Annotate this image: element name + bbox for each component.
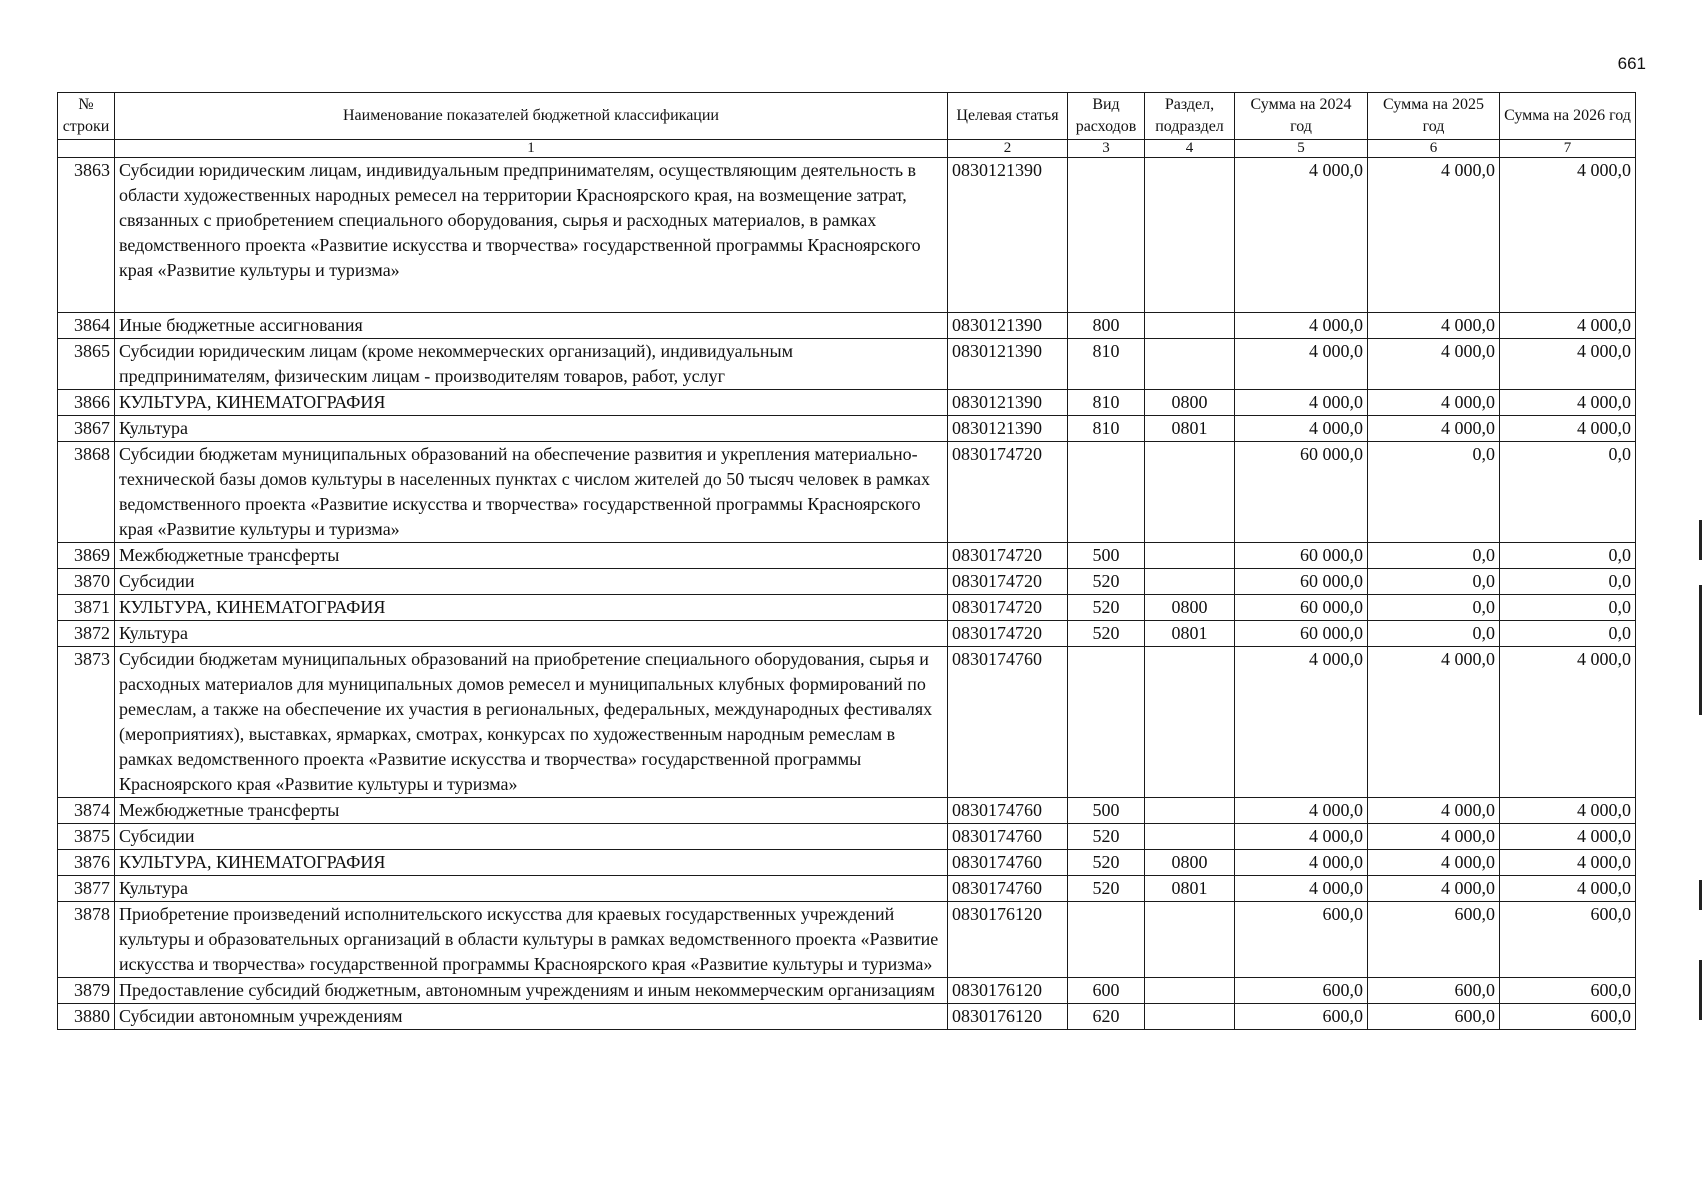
row-target: 0830121390 bbox=[948, 313, 1068, 339]
row-sum-2024: 600,0 bbox=[1235, 902, 1368, 978]
row-target: 0830174760 bbox=[948, 876, 1068, 902]
row-section bbox=[1145, 442, 1235, 543]
row-number: 3879 bbox=[58, 978, 115, 1004]
row-number: 3873 bbox=[58, 647, 115, 798]
row-target: 0830121390 bbox=[948, 158, 1068, 313]
row-name: Субсидии бюджетам муниципальных образований на приобретение специального оборудования, сырья и расходных материалов для муниципальных домов ремесел и муниципальных клубных формирований по ремеслам, а также на обеспечение их участия в региональных, федеральных, международных фестивалях (мероприятиях), выставках, ярмарках, смотрах, конкурсах по художественным народным ремеслам в рамках ведомственного проекта «Развитие искусства и творчества» государственной программы Красноярского края «Развитие культуры и туризма» bbox=[115, 647, 948, 798]
row-section: 0801 bbox=[1145, 876, 1235, 902]
row-sum-2026: 0,0 bbox=[1500, 442, 1636, 543]
row-section bbox=[1145, 1004, 1235, 1030]
row-sum-2024: 4 000,0 bbox=[1235, 798, 1368, 824]
header-row bbox=[58, 93, 1636, 140]
row-expense-type: 500 bbox=[1068, 798, 1145, 824]
column-number: 2 bbox=[948, 140, 1068, 158]
row-target: 0830121390 bbox=[948, 390, 1068, 416]
row-section: 0800 bbox=[1145, 850, 1235, 876]
row-expense-type: 500 bbox=[1068, 543, 1145, 569]
row-name: Предоставление субсидий бюджетным, автономным учреждениям и иным некоммерческим организациям bbox=[115, 978, 948, 1004]
row-sum-2024: 4 000,0 bbox=[1235, 339, 1368, 390]
header-sum-2024: Сумма на 2024 год bbox=[1235, 93, 1368, 140]
row-target: 0830174760 bbox=[948, 850, 1068, 876]
row-sum-2025: 0,0 bbox=[1368, 569, 1500, 595]
row-number: 3877 bbox=[58, 876, 115, 902]
row-sum-2024: 4 000,0 bbox=[1235, 313, 1368, 339]
row-sum-2026: 0,0 bbox=[1500, 595, 1636, 621]
row-section: 0800 bbox=[1145, 595, 1235, 621]
row-expense-type: 810 bbox=[1068, 390, 1145, 416]
row-expense-type: 520 bbox=[1068, 850, 1145, 876]
row-sum-2026: 600,0 bbox=[1500, 978, 1636, 1004]
row-section bbox=[1145, 158, 1235, 313]
row-target: 0830121390 bbox=[948, 339, 1068, 390]
row-target: 0830176120 bbox=[948, 1004, 1068, 1030]
column-number: 4 bbox=[1145, 140, 1235, 158]
row-name: Субсидии bbox=[115, 569, 948, 595]
row-expense-type bbox=[1068, 442, 1145, 543]
table-row bbox=[58, 876, 1636, 902]
row-target: 0830174720 bbox=[948, 442, 1068, 543]
row-target: 0830174720 bbox=[948, 543, 1068, 569]
row-number: 3868 bbox=[58, 442, 115, 543]
row-sum-2026: 4 000,0 bbox=[1500, 339, 1636, 390]
header-target: Целевая статья bbox=[948, 93, 1068, 140]
row-sum-2025: 4 000,0 bbox=[1368, 416, 1500, 442]
row-name: Субсидии юридическим лицам, индивидуальным предпринимателям, осуществляющим деятельность в области художественных народных ремесел на территории Красноярского края, на возмещение затрат, связанных с приобретением специального оборудования, сырья и расходных материалов, в рамках ведомственного проекта «Развитие искусства и творчества» государственной программы Красноярского края «Развитие культуры и туризма» bbox=[115, 158, 948, 313]
row-target: 0830174720 bbox=[948, 621, 1068, 647]
row-sum-2025: 4 000,0 bbox=[1368, 876, 1500, 902]
row-sum-2025: 600,0 bbox=[1368, 902, 1500, 978]
row-name: Межбюджетные трансферты bbox=[115, 798, 948, 824]
row-sum-2026: 4 000,0 bbox=[1500, 158, 1636, 313]
row-name: Межбюджетные трансферты bbox=[115, 543, 948, 569]
row-name: Культура bbox=[115, 621, 948, 647]
row-number: 3880 bbox=[58, 1004, 115, 1030]
column-number: 5 bbox=[1235, 140, 1368, 158]
table-row bbox=[58, 569, 1636, 595]
row-sum-2025: 600,0 bbox=[1368, 978, 1500, 1004]
row-expense-type: 600 bbox=[1068, 978, 1145, 1004]
row-sum-2025: 4 000,0 bbox=[1368, 313, 1500, 339]
row-sum-2024: 4 000,0 bbox=[1235, 158, 1368, 313]
row-section bbox=[1145, 978, 1235, 1004]
row-sum-2024: 4 000,0 bbox=[1235, 647, 1368, 798]
header-row-no: № строки bbox=[58, 93, 115, 140]
table-row bbox=[58, 442, 1636, 543]
table-row bbox=[58, 647, 1636, 798]
row-section bbox=[1145, 543, 1235, 569]
row-sum-2025: 4 000,0 bbox=[1368, 647, 1500, 798]
row-expense-type bbox=[1068, 158, 1145, 313]
row-section bbox=[1145, 313, 1235, 339]
row-name: Субсидии юридическим лицам (кроме некоммерческих организаций), индивидуальным предпринимателям, физическим лицам - производителям товаров, работ, услуг bbox=[115, 339, 948, 390]
row-number: 3869 bbox=[58, 543, 115, 569]
table-row bbox=[58, 158, 1636, 313]
row-expense-type: 810 bbox=[1068, 339, 1145, 390]
row-number: 3872 bbox=[58, 621, 115, 647]
row-expense-type: 810 bbox=[1068, 416, 1145, 442]
row-number: 3864 bbox=[58, 313, 115, 339]
row-section bbox=[1145, 339, 1235, 390]
row-number: 3866 bbox=[58, 390, 115, 416]
row-number: 3878 bbox=[58, 902, 115, 978]
row-sum-2024: 4 000,0 bbox=[1235, 390, 1368, 416]
table-row bbox=[58, 313, 1636, 339]
row-section bbox=[1145, 798, 1235, 824]
row-section: 0801 bbox=[1145, 416, 1235, 442]
row-sum-2024: 4 000,0 bbox=[1235, 416, 1368, 442]
table-row bbox=[58, 339, 1636, 390]
row-sum-2024: 4 000,0 bbox=[1235, 850, 1368, 876]
row-section bbox=[1145, 824, 1235, 850]
row-number: 3863 bbox=[58, 158, 115, 313]
column-number-row bbox=[58, 140, 1636, 158]
row-expense-type: 520 bbox=[1068, 595, 1145, 621]
column-number: 6 bbox=[1368, 140, 1500, 158]
row-sum-2026: 0,0 bbox=[1500, 543, 1636, 569]
header-expense-type: Вид расходов bbox=[1068, 93, 1145, 140]
row-sum-2025: 0,0 bbox=[1368, 621, 1500, 647]
row-sum-2026: 0,0 bbox=[1500, 569, 1636, 595]
row-sum-2025: 4 000,0 bbox=[1368, 798, 1500, 824]
row-sum-2024: 60 000,0 bbox=[1235, 569, 1368, 595]
row-expense-type: 520 bbox=[1068, 569, 1145, 595]
row-sum-2025: 4 000,0 bbox=[1368, 339, 1500, 390]
row-sum-2026: 4 000,0 bbox=[1500, 876, 1636, 902]
table-row bbox=[58, 902, 1636, 978]
row-target: 0830174760 bbox=[948, 824, 1068, 850]
row-sum-2026: 600,0 bbox=[1500, 1004, 1636, 1030]
row-name: Культура bbox=[115, 416, 948, 442]
column-number: 3 bbox=[1068, 140, 1145, 158]
row-name: КУЛЬТУРА, КИНЕМАТОГРАФИЯ bbox=[115, 390, 948, 416]
row-expense-type: 620 bbox=[1068, 1004, 1145, 1030]
row-sum-2026: 4 000,0 bbox=[1500, 313, 1636, 339]
row-sum-2024: 4 000,0 bbox=[1235, 824, 1368, 850]
row-sum-2025: 4 000,0 bbox=[1368, 390, 1500, 416]
row-name: Субсидии бюджетам муниципальных образований на обеспечение развития и укрепления материально-технической базы домов культуры в населенных пунктах с числом жителей до 50 тысяч человек в рамках ведомственного проекта «Развитие искусства и творчества» государственной программы Красноярского края «Развитие культуры и туризма» bbox=[115, 442, 948, 543]
row-name: Приобретение произведений исполнительского искусства для краевых государственных учреждений культуры и образовательных организаций в области культуры в рамках ведомственного проекта «Развитие искусства и творчества» государственной программы Красноярского края «Развитие культуры и туризма» bbox=[115, 902, 948, 978]
table-row bbox=[58, 1004, 1636, 1030]
row-sum-2025: 0,0 bbox=[1368, 543, 1500, 569]
row-target: 0830174760 bbox=[948, 798, 1068, 824]
budget-table bbox=[57, 92, 1636, 1030]
row-target: 0830174760 bbox=[948, 647, 1068, 798]
row-sum-2026: 600,0 bbox=[1500, 902, 1636, 978]
row-expense-type: 520 bbox=[1068, 621, 1145, 647]
table-row bbox=[58, 824, 1636, 850]
header-sum-2025: Сумма на 2025 год bbox=[1368, 93, 1500, 140]
row-section bbox=[1145, 569, 1235, 595]
row-sum-2025: 600,0 bbox=[1368, 1004, 1500, 1030]
table-row bbox=[58, 798, 1636, 824]
row-sum-2026: 4 000,0 bbox=[1500, 824, 1636, 850]
row-number: 3865 bbox=[58, 339, 115, 390]
row-name: Культура bbox=[115, 876, 948, 902]
row-section bbox=[1145, 647, 1235, 798]
row-sum-2024: 4 000,0 bbox=[1235, 876, 1368, 902]
row-target: 0830174720 bbox=[948, 569, 1068, 595]
table-row bbox=[58, 621, 1636, 647]
row-expense-type: 800 bbox=[1068, 313, 1145, 339]
row-sum-2024: 60 000,0 bbox=[1235, 543, 1368, 569]
row-number: 3871 bbox=[58, 595, 115, 621]
row-expense-type bbox=[1068, 647, 1145, 798]
row-sum-2024: 60 000,0 bbox=[1235, 442, 1368, 543]
row-target: 0830176120 bbox=[948, 978, 1068, 1004]
row-sum-2026: 4 000,0 bbox=[1500, 798, 1636, 824]
row-sum-2024: 600,0 bbox=[1235, 1004, 1368, 1030]
column-number: 7 bbox=[1500, 140, 1636, 158]
table-row bbox=[58, 416, 1636, 442]
row-name: Иные бюджетные ассигнования bbox=[115, 313, 948, 339]
table-row bbox=[58, 543, 1636, 569]
row-target: 0830121390 bbox=[948, 416, 1068, 442]
row-number: 3867 bbox=[58, 416, 115, 442]
page-number: 661 bbox=[1617, 54, 1646, 73]
row-name: КУЛЬТУРА, КИНЕМАТОГРАФИЯ bbox=[115, 850, 948, 876]
row-number: 3875 bbox=[58, 824, 115, 850]
row-sum-2025: 0,0 bbox=[1368, 442, 1500, 543]
row-sum-2025: 4 000,0 bbox=[1368, 158, 1500, 313]
row-sum-2025: 0,0 bbox=[1368, 595, 1500, 621]
table-row bbox=[58, 850, 1636, 876]
row-sum-2026: 0,0 bbox=[1500, 621, 1636, 647]
column-number bbox=[58, 140, 115, 158]
row-sum-2026: 4 000,0 bbox=[1500, 390, 1636, 416]
row-expense-type: 520 bbox=[1068, 876, 1145, 902]
row-number: 3870 bbox=[58, 569, 115, 595]
row-name: КУЛЬТУРА, КИНЕМАТОГРАФИЯ bbox=[115, 595, 948, 621]
row-sum-2025: 4 000,0 bbox=[1368, 824, 1500, 850]
table-row bbox=[58, 978, 1636, 1004]
row-sum-2024: 60 000,0 bbox=[1235, 595, 1368, 621]
row-sum-2026: 4 000,0 bbox=[1500, 850, 1636, 876]
column-number: 1 bbox=[115, 140, 948, 158]
row-sum-2026: 4 000,0 bbox=[1500, 416, 1636, 442]
row-sum-2024: 60 000,0 bbox=[1235, 621, 1368, 647]
header-sum-2026: Сумма на 2026 год bbox=[1500, 93, 1636, 140]
row-expense-type: 520 bbox=[1068, 824, 1145, 850]
row-sum-2025: 4 000,0 bbox=[1368, 850, 1500, 876]
table-row bbox=[58, 595, 1636, 621]
row-section: 0800 bbox=[1145, 390, 1235, 416]
row-sum-2024: 600,0 bbox=[1235, 978, 1368, 1004]
row-number: 3874 bbox=[58, 798, 115, 824]
row-section bbox=[1145, 902, 1235, 978]
row-section: 0801 bbox=[1145, 621, 1235, 647]
header-section: Раздел, подраздел bbox=[1145, 93, 1235, 140]
row-sum-2026: 4 000,0 bbox=[1500, 647, 1636, 798]
row-target: 0830176120 bbox=[948, 902, 1068, 978]
table-row bbox=[58, 390, 1636, 416]
row-number: 3876 bbox=[58, 850, 115, 876]
header-name: Наименование показателей бюджетной классификации bbox=[115, 93, 948, 140]
row-target: 0830174720 bbox=[948, 595, 1068, 621]
row-name: Субсидии bbox=[115, 824, 948, 850]
row-expense-type bbox=[1068, 902, 1145, 978]
row-name: Субсидии автономным учреждениям bbox=[115, 1004, 948, 1030]
